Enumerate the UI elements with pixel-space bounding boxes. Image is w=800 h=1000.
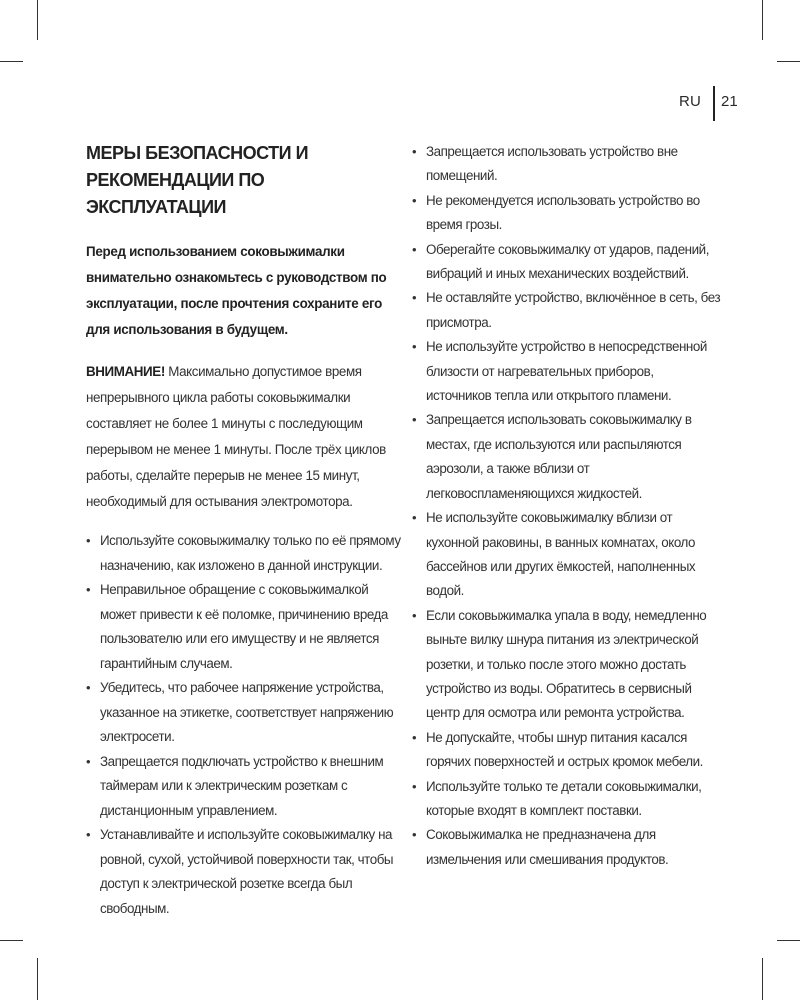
list-item (412, 726, 722, 775)
bullet-icon: • (412, 778, 417, 794)
crop-mark (37, 958, 38, 1000)
list-item (412, 286, 722, 335)
list-item (412, 775, 722, 824)
list-item-text: Используйте только те детали соковыжималки, которые входят в комплект поставки. (426, 778, 702, 818)
bullet-icon: • (412, 729, 417, 745)
list-item (86, 676, 404, 750)
bullet-icon: • (412, 339, 417, 355)
bullet-icon: • (86, 753, 91, 769)
bullet-icon: • (412, 510, 417, 526)
bullet-icon: • (86, 680, 91, 695)
crop-mark (777, 61, 800, 62)
list-item-text: Оберегайте соковыжималку от ударов, падений, вибраций и иных механических воздействий. (426, 241, 709, 282)
list-item-text: Не оставляйте устройство, включённое в сеть, без присмотра. (426, 290, 721, 330)
bullet-list (86, 529, 404, 921)
list-item-text: Устанавливайте и используйте соковыжималку на ровной, сухой, устойчивой поверхности так, чтобы доступ к электрической розетке всегда был свободным. (100, 827, 394, 916)
crop-mark (37, 0, 38, 40)
language-code: RU (679, 93, 702, 110)
list-item-text: Не допускайте, чтобы шнур питания касался горячих поверхностей и острых кромок мебели. (426, 729, 703, 770)
list-item (86, 823, 404, 921)
list-item-text: Не используйте устройство в непосредственной близости от нагревательных приборов, источников тепла или открытого пламени. (426, 339, 707, 404)
warning-label: ВНИМАНИЕ! (86, 364, 165, 379)
list-item-text: Запрещается использовать соковыжималку в местах, где используются или распыляются аэрозоли, а также вблизи от легковоспламеняющихся жидкостей. (426, 412, 692, 501)
list-item-text: Не используйте соковыжималку вблизи от кухонной раковины, в ванных комнатах, около бассейнов или других ёмкостей, наполненных водой. (426, 510, 696, 599)
list-item (412, 604, 722, 726)
warning-paragraph (86, 359, 404, 515)
list-item (412, 823, 722, 872)
list-item (412, 140, 722, 189)
left-column (86, 140, 404, 921)
bullet-icon: • (412, 412, 417, 428)
crop-mark (0, 61, 23, 62)
list-item (86, 529, 404, 578)
list-item-text: Не рекомендуется использовать устройство во время грозы. (426, 192, 700, 233)
crop-mark (0, 940, 23, 941)
bullet-icon: • (86, 827, 91, 842)
section-title: МЕРЫ БЕЗОПАСНОСТИ И РЕКОМЕНДАЦИИ ПО ЭКСПЛУАТАЦИИ (86, 143, 309, 217)
bullet-icon: • (412, 144, 417, 159)
bullet-list (412, 140, 722, 872)
list-item (412, 189, 722, 238)
list-item (412, 506, 722, 604)
bullet-icon: • (412, 241, 417, 257)
list-item (86, 750, 404, 824)
bullet-icon: • (412, 827, 417, 843)
header-divider (713, 86, 715, 121)
warning-text: Максимально допустимое время непрерывного цикла работы соковыжималки составляет не более 1 минуты с последующим перерывом не менее 1 минуты. После трёх циклов работы, сделайте перерыв не менее 15 минут, необходимый для остывания электромотора. (86, 364, 386, 509)
intro-paragraph: Перед использованием соковыжималки внимательно ознакомьтесь с руководством по эксплуатации, после прочтения сохраните его для использования в будущем. (86, 244, 387, 337)
list-item (412, 335, 722, 408)
bullet-icon: • (412, 607, 417, 623)
bullet-icon: • (412, 290, 417, 306)
list-item (86, 578, 404, 676)
list-item-text: Неправильное обращение с соковыжималкой может привести к её поломке, причинению вреда пользователю или его имуществу и не является гарантийным случаем. (100, 582, 388, 671)
bullet-icon: • (86, 582, 91, 597)
list-item-text: Запрещается подключать устройство к внешним таймерам или к электрическим розеткам с дистанционным управлением. (100, 753, 384, 818)
bullet-icon: • (412, 192, 417, 208)
crop-mark (777, 940, 800, 941)
crop-mark (762, 958, 763, 1000)
list-item-text: Убедитесь, что рабочее напряжение устройства, указанное на этикетке, соответствует напряжению электросети. (100, 680, 394, 744)
list-item-text: Если соковыжималка упала в воду, немедленно выньте вилку шнура питания из электрической розетки, и только после этого можно достать устройство из воды. Обратитесь в сервисный центр для осмотра или ремонта устройства. (426, 607, 707, 721)
list-item (412, 408, 722, 506)
list-item-text: Запрещается использовать устройство вне помещений. (426, 144, 678, 184)
bullet-icon: • (86, 533, 91, 548)
crop-mark (762, 0, 763, 40)
list-item-text: Используйте соковыжималку только по её прямому назначению, как изложено в данной инструкции. (100, 533, 401, 573)
list-item-text: Соковыжималка не предназначена для измельчения или смешивания продуктов. (426, 827, 669, 867)
page-number: 21 (721, 93, 738, 110)
right-column (412, 140, 722, 872)
list-item (412, 238, 722, 287)
